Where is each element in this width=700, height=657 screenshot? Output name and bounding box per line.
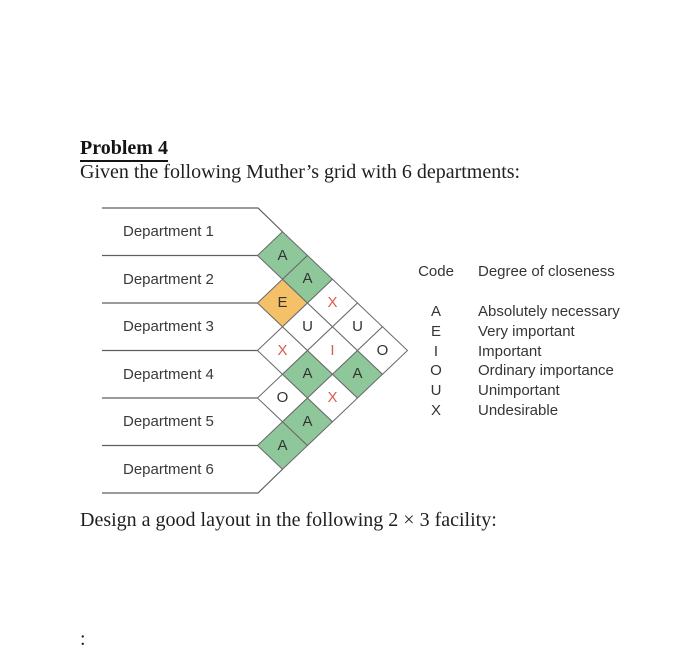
relationship-code-1-4: X (327, 294, 338, 311)
legend-meaning-E: Very important (478, 322, 575, 340)
relationship-code-2-3: E (277, 294, 288, 311)
legend-meaning-I: Important (478, 342, 542, 360)
relationship-code-1-3: A (302, 270, 313, 288)
trailing-colon: : (80, 628, 86, 650)
legend-meaning-O: Ordinary importance (478, 362, 614, 380)
relationship-code-2-6: A (352, 365, 363, 383)
department-label-2: Department 2 (123, 270, 214, 288)
department-label-3: Department 3 (123, 318, 214, 335)
relationship-code-2-4: U (302, 317, 313, 335)
legend-meaning-A: Absolutely necessary (478, 303, 620, 320)
relationship-code-5-6: A (277, 436, 288, 454)
relationship-code-1-2: A (277, 246, 288, 264)
relationship-code-4-5: O (276, 389, 289, 406)
department-label-5: Department 5 (123, 413, 214, 430)
relationship-code-3-5: A (302, 365, 313, 383)
legend-code-header: Code (418, 263, 454, 280)
department-label-1: Department 1 (123, 223, 214, 240)
department-label-6: Department 6 (123, 460, 214, 478)
legend-code-O: O (430, 362, 442, 380)
legend-code-A: A (430, 303, 441, 320)
relationship-code-3-4: X (277, 341, 288, 359)
relationship-code-1-6: O (376, 341, 389, 359)
department-label-4: Department 4 (123, 365, 214, 383)
relationship-code-4-6: A (302, 412, 313, 430)
relationship-code-2-5: I (330, 341, 335, 359)
design-instruction-text: Design a good layout in the following 2 × 3 facility: (80, 509, 497, 531)
legend-code-X: X (430, 402, 441, 419)
legend-closeness-header: Degree of closeness (478, 263, 615, 280)
legend-code-I: I (433, 342, 439, 360)
legend-code-U: U (430, 382, 442, 400)
relationship-code-1-5: U (352, 317, 363, 335)
legend-code-E: E (430, 322, 441, 340)
legend-meaning-X: Undesirable (478, 402, 559, 419)
relationship-code-3-6: X (327, 389, 338, 406)
intro-text: Given the following Muther’s grid with 6 departments: (80, 161, 521, 183)
page-title: Problem 4 (80, 137, 168, 162)
legend-meaning-U: Unimportant (478, 382, 560, 400)
